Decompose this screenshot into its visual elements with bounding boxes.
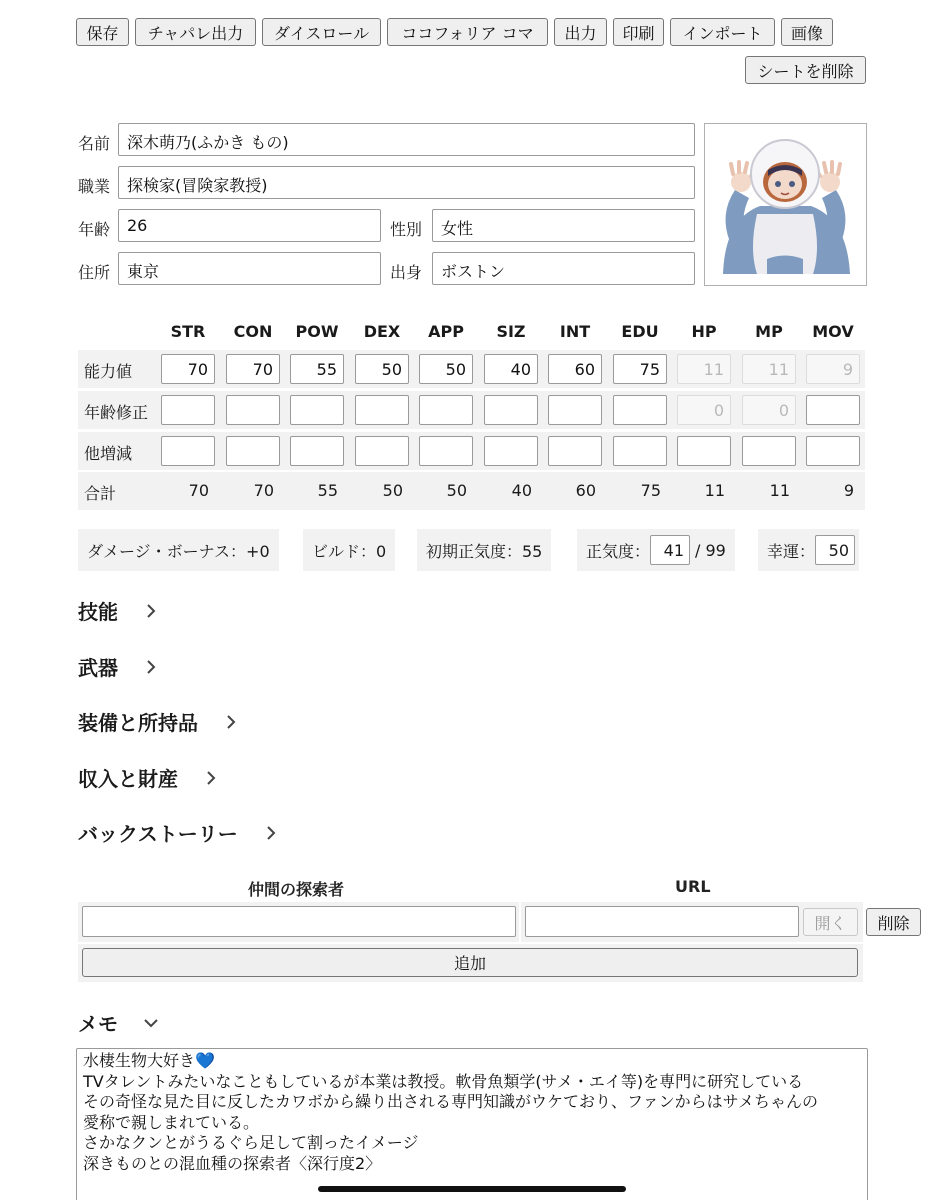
- total-con: 70: [253, 481, 274, 500]
- age-mp-input[interactable]: 0: [742, 395, 796, 425]
- total-dex: 50: [382, 481, 403, 500]
- address-field[interactable]: 東京: [118, 252, 381, 285]
- cocofolia-piece-button[interactable]: ココフォリア コマ: [387, 18, 548, 46]
- memo-textarea[interactable]: [76, 1048, 868, 1200]
- chevron-right-icon: [144, 660, 158, 674]
- age-edu-input[interactable]: [613, 395, 667, 425]
- companion-name-input[interactable]: [82, 906, 516, 937]
- other-pow-input[interactable]: [290, 436, 344, 466]
- section-income-title: 収入と財産: [78, 767, 178, 791]
- total-edu: 75: [640, 481, 661, 500]
- chevron-right-icon: [264, 826, 278, 840]
- add-companion-button[interactable]: 追加: [82, 948, 858, 977]
- header-siz: SIZ: [496, 322, 526, 341]
- section-skills-title: 技能: [78, 600, 118, 624]
- sanity-label: 正気度：: [586, 541, 651, 561]
- other-edu-input[interactable]: [613, 436, 667, 466]
- damage-bonus: [78, 529, 279, 571]
- address-label: 住所: [78, 263, 111, 282]
- companion-url-input[interactable]: [525, 906, 799, 937]
- base-app-input[interactable]: 50: [419, 354, 473, 384]
- age-label: 年齢: [78, 220, 111, 239]
- open-url-button[interactable]: 開く: [803, 908, 858, 936]
- base-row-label: 能力値: [84, 362, 133, 381]
- build: [303, 529, 395, 571]
- header-mov: MOV: [812, 322, 854, 341]
- section-memo-title: メモ: [78, 1012, 118, 1036]
- home-indicator: [318, 1186, 626, 1192]
- memo-line: その奇怪な見た目に反したカワボから繰り出される専門知識がウケており、ファンからはサメちゃんの: [83, 1092, 819, 1111]
- header-con: CON: [233, 322, 273, 341]
- header-pow: POW: [295, 322, 339, 341]
- base-pow-input[interactable]: 55: [290, 354, 344, 384]
- age-str-input[interactable]: [161, 395, 215, 425]
- sanity-input[interactable]: 41: [650, 535, 690, 565]
- total-pow: 55: [317, 481, 338, 500]
- age-siz-input[interactable]: [484, 395, 538, 425]
- total-siz: 40: [511, 481, 532, 500]
- luck-label: 幸運：: [767, 541, 816, 561]
- other-str-input[interactable]: [161, 436, 215, 466]
- total-app: 50: [446, 481, 467, 500]
- base-int-input[interactable]: 60: [548, 354, 602, 384]
- base-hp-input[interactable]: 11: [677, 354, 731, 384]
- character-portrait[interactable]: [704, 123, 867, 286]
- memo-line: さかなクンとがうるぐら足して割ったイメージ: [83, 1133, 419, 1152]
- section-skills[interactable]: [78, 596, 158, 625]
- section-income[interactable]: [78, 763, 218, 792]
- header-dex: DEX: [363, 322, 401, 341]
- job-label: 職業: [78, 177, 111, 196]
- age-mov-input[interactable]: [806, 395, 860, 425]
- job-field[interactable]: 探検家(冒険家教授): [118, 166, 695, 199]
- section-backstory[interactable]: [78, 818, 278, 847]
- memo-line: TVタレントみたいなこともしているが本業は教授。軟骨魚類学(サメ・エイ等)を専門に研究している: [83, 1071, 804, 1091]
- import-button[interactable]: インポート: [670, 18, 775, 46]
- other-mov-input[interactable]: [806, 436, 860, 466]
- companion-url-header: URL: [675, 877, 711, 896]
- luck: [758, 529, 859, 571]
- save-button[interactable]: 保存: [76, 18, 129, 46]
- header-edu: EDU: [621, 322, 659, 341]
- name-label: 名前: [78, 134, 111, 153]
- luck-input[interactable]: 50: [815, 535, 855, 565]
- memo-line: 水棲生物大好き💙: [83, 1051, 215, 1070]
- age-dex-input[interactable]: [355, 395, 409, 425]
- other-int-input[interactable]: [548, 436, 602, 466]
- character-portrait-icon: [705, 124, 866, 285]
- section-equipment-title: 装備と所持品: [78, 711, 198, 735]
- total-mp: 11: [769, 481, 790, 500]
- initial-sanity-text: 初期正気度：55: [426, 541, 543, 561]
- origin-label: 出身: [390, 263, 423, 282]
- image-button[interactable]: 画像: [781, 18, 833, 46]
- base-mov-input[interactable]: 9: [806, 354, 860, 384]
- other-con-input[interactable]: [226, 436, 280, 466]
- total-str: 70: [188, 481, 209, 500]
- damage-bonus-text: ダメージ・ボーナス：+0: [87, 541, 270, 561]
- age-mod-row-label: 年齢修正: [84, 403, 149, 422]
- base-edu-input[interactable]: 75: [613, 354, 667, 384]
- base-siz-input[interactable]: 40: [484, 354, 538, 384]
- section-memo[interactable]: [78, 1008, 158, 1037]
- companion-name-header: 仲間の探索者: [248, 880, 345, 899]
- section-equipment[interactable]: [78, 707, 238, 736]
- name-field[interactable]: 深木萌乃(ふかき もの): [118, 123, 695, 156]
- header-app: APP: [428, 322, 464, 341]
- age-field[interactable]: 26: [118, 209, 381, 242]
- sex-label: 性別: [390, 220, 423, 239]
- delete-sheet-button[interactable]: シートを削除: [745, 56, 866, 84]
- memo-line: 愛称で親しまれている。: [83, 1112, 260, 1132]
- age-int-input[interactable]: [548, 395, 602, 425]
- total-int: 60: [575, 481, 596, 500]
- chevron-right-icon: [204, 771, 218, 785]
- dice-roll-button[interactable]: ダイスロール: [262, 18, 381, 46]
- chevron-right-icon: [224, 715, 238, 729]
- total-mov: 9: [843, 481, 854, 500]
- header-hp: HP: [691, 322, 717, 341]
- header-int: INT: [559, 322, 591, 341]
- age-hp-input[interactable]: 0: [677, 395, 731, 425]
- base-str-input[interactable]: 70: [161, 354, 215, 384]
- base-mp-input[interactable]: 11: [742, 354, 796, 384]
- delete-companion-button[interactable]: 削除: [866, 908, 921, 936]
- section-weapons-title: 武器: [78, 656, 118, 680]
- output-button[interactable]: 出力: [554, 18, 607, 46]
- other-app-input[interactable]: [419, 436, 473, 466]
- age-app-input[interactable]: [419, 395, 473, 425]
- sex-field[interactable]: 女性: [432, 209, 695, 242]
- base-con-input[interactable]: 70: [226, 354, 280, 384]
- memo-line: 深きものとの混血種の探索者〈深行度2〉: [83, 1153, 382, 1173]
- initial-sanity: [417, 529, 551, 571]
- other-row-label: 他増減: [84, 444, 133, 463]
- chapare-export-button[interactable]: チャパレ出力: [135, 18, 256, 46]
- age-con-input[interactable]: [226, 395, 280, 425]
- other-mp-input[interactable]: [742, 436, 796, 466]
- base-dex-input[interactable]: 50: [355, 354, 409, 384]
- total-hp: 11: [704, 481, 725, 500]
- total-row-label: 合計: [84, 484, 117, 503]
- age-pow-input[interactable]: [290, 395, 344, 425]
- sanity: [577, 529, 735, 571]
- sanity-max: / 99: [695, 540, 726, 560]
- other-hp-input[interactable]: [677, 436, 731, 466]
- build-text: ビルド：0: [312, 541, 387, 561]
- header-mp: MP: [755, 322, 783, 341]
- chevron-down-icon: [144, 1016, 158, 1030]
- section-backstory-title: バックストーリー: [78, 822, 238, 846]
- chevron-right-icon: [144, 604, 158, 618]
- header-str: STR: [170, 322, 206, 341]
- other-dex-input[interactable]: [355, 436, 409, 466]
- origin-field[interactable]: ボストン: [432, 252, 695, 285]
- print-button[interactable]: 印刷: [613, 18, 664, 46]
- other-siz-input[interactable]: [484, 436, 538, 466]
- section-weapons[interactable]: [78, 652, 158, 681]
